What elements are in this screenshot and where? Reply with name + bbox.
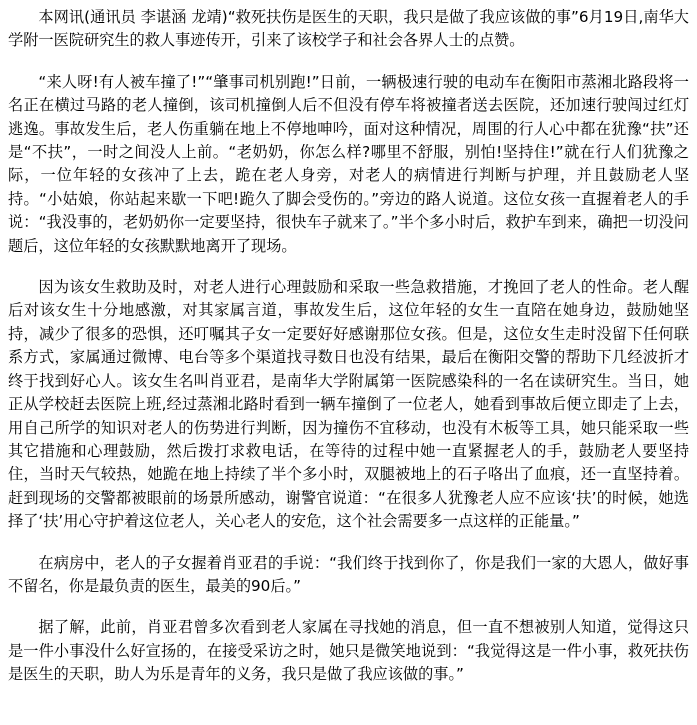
paragraph-spacer	[8, 258, 689, 276]
paragraph-spacer	[8, 598, 689, 616]
article-paragraph-rescue-details: 因为该女生救助及时，对老人进行心理鼓励和采取一些急救措施，才挽回了老人的性命。老人醒后对该女生十分地感激，对其家属言道，事故发生后，这位年轻的女生一直陪在她身边，鼓励她坚持，减少了很多的恐惧，还叮嘱其子女一定要好好感谢那位女孩。但是，这位女生走时没留下任何联系方式，家属通过微博、电台等多个渠道找寻数日也没有结果，最后在衡阳交警的帮助下几经波折才终于找到好心人。该女生名叫肖亚君，是南华大学附属第一医院感染科的一名在读研究生。当日，她正从学校赶去医院上班,经过蒸湘北路时看到一辆车撞倒了一位老人，她看到事故后便立即走了上去，用自己所学的知识对老人的伤势进行判断，因为撞伤不宜移动，也没有木板等工具，她只能采取一些其它措施和心理鼓励，然后拨打求救电话，在等待的过程中她一直紧握老人的手，鼓励老人要坚持住，当时天气较热，她跪在地上持续了半个多小时，双腿被地上的石子咯出了血痕，还一直坚持着。赶到现场的交警都被眼前的场景所感动，谢警官说道：“在很多人犹豫老人应不应该‘扶’的时候，她选择了‘扶’用心守护着这位老人，关心老人的安危，这个社会需要多一点这样的正能量。”	[8, 278, 689, 531]
article-paragraph-incident: “来人呀!有人被车撞了!”“肇事司机别跑!”日前，一辆极速行驶的电动车在衡阳市蒸湘北路段将一名正在横过马路的老人撞倒，该司机撞倒人后不但没有停车将被撞者送去医院，还加速行驶闯过红灯逃逸。事故发生后，老人伤重躺在地上不停地呻吟，面对这种情况，周围的行人心中都在犹豫“扶”还是“不扶”，一时之间没人上前。“老奶奶，你怎么样?哪里不舒服，别怕!坚持住!”就在行人们犹豫之际，一位年轻的女孩冲了上去，跪在老人身旁，对老人的病情进行判断与护理，并且鼓励老人坚持。“小姑娘，你站起来歇一下吧!跪久了脚会受伤的。”旁边的路人说道。这位女孩一直握着老人的手说：“我没事的，老奶奶你一定要坚持，很快车子就来了。”半个多小时后，救护车到来，确把一切没问题后，这位年轻的女孩默默地离开了现场。	[8, 72, 689, 255]
article-paragraph-intro: 本网讯(通讯员 李谌涵 龙靖)“救死扶伤是医生的天职，我只是做了我应该做的事”6月19日,南华大学附一医院研究生的救人事迹传开，引来了该校学子和社会各界人士的点赞。	[8, 8, 689, 50]
article-paragraph-interview: 据了解，此前，肖亚君曾多次看到老人家属在寻找她的消息，但一直不想被别人知道，觉得这只是一件小事没什么好宣扬的，在接受采访之时，她只是微笑地说到：“我觉得这是一件小事，救死扶伤是医生的天职，助人为乐是青年的义务，我只是做了我应该做的事。”	[8, 618, 689, 684]
paragraph-spacer	[8, 53, 689, 71]
paragraph-spacer	[8, 534, 689, 552]
article-paragraph-family-thanks: 在病房中，老人的子女握着肖亚君的手说：“我们终于找到你了，你是我们一家的大恩人，做好事不留名，你是最负责的医生，最美的90后。”	[8, 553, 689, 595]
